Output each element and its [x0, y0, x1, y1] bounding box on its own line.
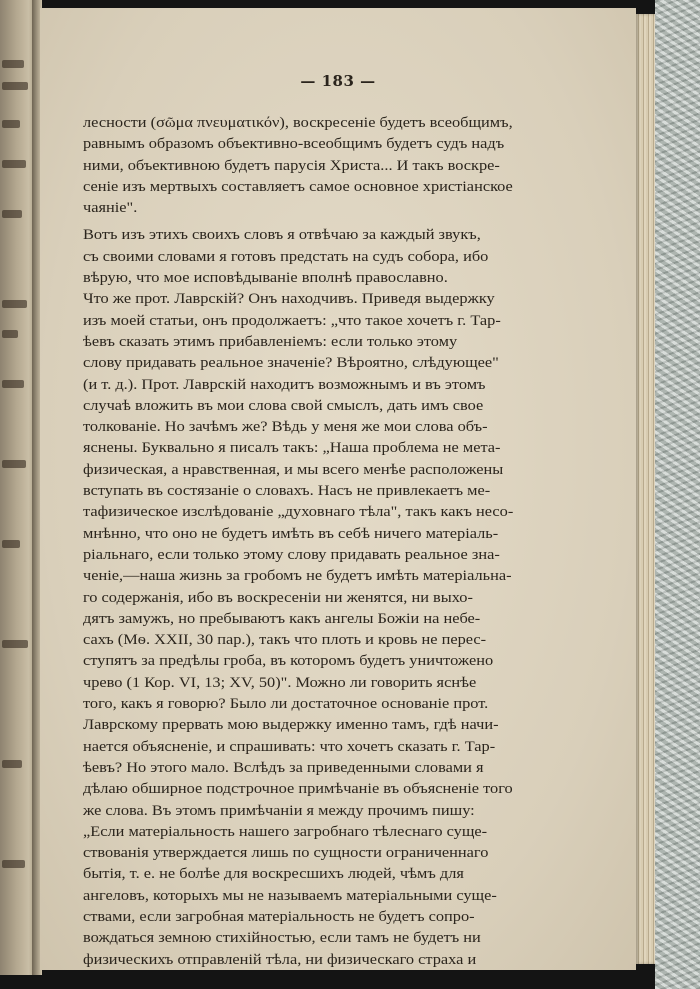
- bleed-through-text: [2, 640, 28, 648]
- text-line: (и т. д.). Прот. Лаврскій находитъ возможнымъ и въ этомъ: [83, 376, 486, 393]
- text-line: мнѣнно, что оно не будетъ имѣть въ себѣ ничего матеріаль-: [83, 525, 499, 542]
- text-line: „Если матеріальность нашего загробнаго тѣлеснаго суще-: [83, 823, 488, 840]
- text-line: съ своими словами я готовъ предстать на судъ собора, ибо: [83, 248, 489, 265]
- text-line: того, какъ я говорю? Было ли достаточное основаніе прот.: [83, 696, 489, 713]
- page-number: — 183 —: [300, 72, 376, 90]
- text-line: ангеловъ, которыхъ мы не называемъ матеріальными суще-: [83, 887, 497, 904]
- text-line: Вотъ изъ этихъ своихъ словъ я отвѣчаю за каждый звукъ,: [83, 227, 481, 244]
- text-line: ченіе,—наша жизнь за гробомъ не будетъ имѣть матеріальна-: [83, 568, 512, 585]
- text-line: бытія, т. е. не болѣе для воскресшихъ людей, чѣмъ для: [83, 866, 464, 883]
- bleed-through-text: [2, 540, 20, 548]
- text-line: нается объясненіе, и спрашивать: что хочетъ сказать г. Тар-: [83, 738, 496, 755]
- text-line: ними, объективною будетъ парусія Христа... И такъ воскре-: [83, 157, 500, 174]
- text-line: ствованія утверждается лишь по сущности ограниченнаго: [83, 845, 489, 862]
- text-line: яснены. Буквально я писалъ такъ: „Наша проблема не мета-: [83, 440, 501, 457]
- text-line: дѣлаю обширное подстрочное примѣчаніе въ объясненіе того: [83, 781, 513, 798]
- text-line: ствами, если загробная матеріальность не будетъ сопро-: [83, 908, 475, 925]
- text-line: го содержанія, ибо въ воскресеніи ни женятся, ни выхо-: [83, 589, 473, 606]
- text-line: Что же прот. Лаврскій? Онъ находчивъ. Приведя выдержку: [83, 291, 495, 308]
- left-page-edge: [0, 0, 36, 975]
- text-line: чрево (1 Кор. VI, 13; XV, 50)". Можно ли говорить яснѣе: [83, 674, 477, 691]
- text-line: ступятъ за предѣлы гроба, въ которомъ будетъ уничтожено: [83, 653, 494, 670]
- text-line: изъ моей статьи, онъ продолжаетъ: „что такое хочетъ г. Тар-: [83, 312, 501, 329]
- body-text: [83, 113, 618, 971]
- text-line: сахъ (Мѳ. XXII, 30 пар.), такъ что плоть и кровь не перес-: [83, 632, 487, 649]
- text-line: тафизическое изслѣдованіе „духовнаго тѣла", такъ какъ несо-: [83, 504, 514, 521]
- text-line: вѣрую, что мое исповѣдываніе вполнѣ православно.: [83, 270, 448, 287]
- text-line: лесности (σῶμα πνευματικόν), воскресеніе будетъ всеобщимъ,: [83, 115, 513, 131]
- text-line: ріальнаго, если только этому слову придавать реальное зна-: [83, 546, 500, 563]
- text-line: же слова. Въ этомъ примѣчаніи я между прочимъ пишу:: [83, 802, 475, 819]
- bleed-through-text: [2, 300, 27, 308]
- text-line: случаѣ вложить въ мои слова свой смыслъ, дать имъ свое: [83, 397, 484, 414]
- text-line: равнымъ образомъ объективно-всеобщимъ будетъ судъ надъ: [83, 136, 505, 153]
- bleed-through-text: [2, 82, 28, 90]
- text-line: слову придавать реальное значеніе? Вѣроятно, слѣдующее": [83, 355, 499, 372]
- text-line: толкованіе. Но зачѣмъ же? Вѣдь у меня же мои слова объ-: [83, 419, 488, 436]
- bleed-through-text: [2, 160, 26, 168]
- bleed-through-text: [2, 60, 24, 68]
- bleed-through-text: [2, 760, 22, 768]
- text-line: ѣевъ сказать этимъ прибавленіемъ: если только этому: [83, 333, 458, 350]
- text-line: физическая, а нравственная, и мы всего менѣе расположены: [83, 461, 504, 478]
- text-line: вождаться земною стихійностью, если тамъ не будетъ ни: [83, 930, 481, 947]
- bleed-through-text: [2, 460, 26, 468]
- bleed-through-text: [2, 120, 20, 128]
- text-line: чаяніе".: [83, 200, 138, 217]
- bleed-through-text: [2, 380, 24, 388]
- text-line: ѣевъ? Но этого мало. Вслѣдъ за приведенными словами я: [83, 759, 484, 776]
- bleed-through-text: [2, 330, 18, 338]
- text-line: вступать въ состязаніе о словахъ. Насъ не привлекаетъ ме-: [83, 483, 491, 500]
- text-line: сеніе изъ мертвыхъ составляетъ самое основное христіанское: [83, 178, 513, 195]
- text-line: дятъ замужъ, но пребываютъ какъ ангелы Божіи на небе-: [83, 610, 481, 627]
- text-line: физическихъ отправленій тѣла, ни физическаго страха и: [83, 951, 477, 968]
- text-line: Лаврскому прервать мою выдержку именно тамъ, гдѣ начи-: [83, 717, 499, 734]
- bleed-through-text: [2, 210, 22, 218]
- bleed-through-text: [2, 860, 25, 868]
